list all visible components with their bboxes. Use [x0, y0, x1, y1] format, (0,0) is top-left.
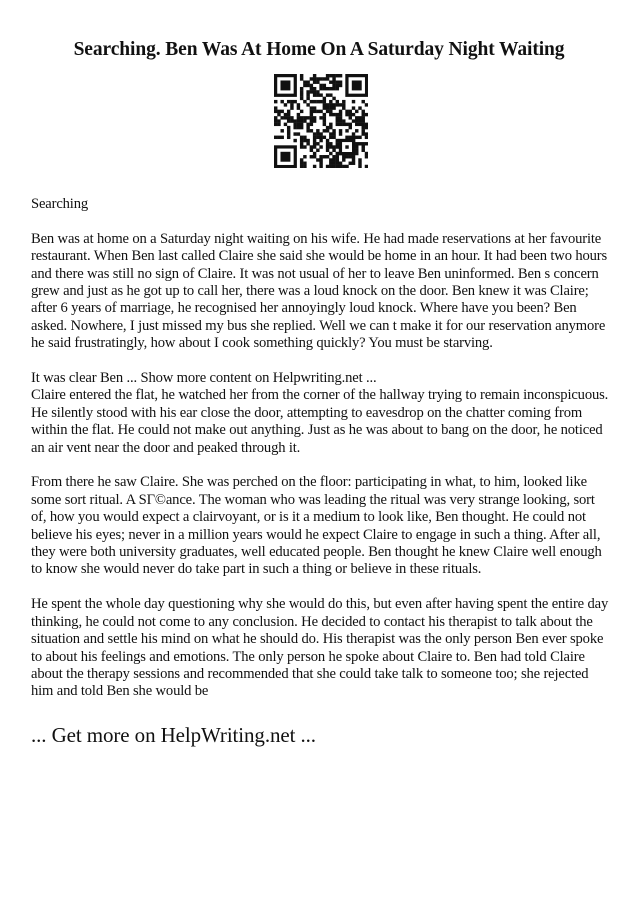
section-heading: Searching — [31, 196, 89, 212]
paragraph: He spent the whole day questioning why she would do this, but even after having spent the entire day thinking, he could not come to any conclusion. He decided to contact his therapist to talk about the situation and settle his mind on what he should do. His therapist was the only person Ben ever spoke to about his feelings and emotions. The only person he spoke about Claire to. Ben had told Claire about the therapy sessions and recommended that she could take talk to someone too; she rejected him and told Ben she would be — [31, 596, 609, 700]
show-more-line: It was clear Ben ... Show more content on Helpwriting.net ... — [31, 370, 377, 387]
paragraph: Claire entered the flat, he watched her from the corner of the hallway trying to remain inconspicuous. He silently stood with his ear close the door, attempting to eavesdrop on the chatter coming from within the flat. He could not make out anything. Just as he was about to bang on the door, he noticed an air vent near the door and peaked through it. — [31, 387, 609, 456]
qr-code-icon — [274, 74, 368, 168]
document-body — [31, 196, 613, 718]
paragraph: From there he saw Claire. She was perched on the floor: participating in what, to him, looked like some sort ritual. A SΓ©ance. The woman who was leading the ritual was very strange looking, sort of, how you would expect a clairvoyant, or is it a medium to look like, Ben thought. He could not believe his eyes; never in a million years would he expect Claire to engage in such a thing. After all, they were both university graduates, well educated people. Ben thought he knew Claire well enough to know she would never do take part in such a thing or believe in these rituals. — [31, 474, 602, 578]
document-title: Searching. Ben Was At Home On A Saturday Night Waiting — [73, 39, 565, 60]
get-more-link[interactable]: ... Get more on HelpWriting.net ... — [31, 723, 316, 747]
paragraph: Ben was at home on a Saturday night waiting on his wife. He had made reservations at her favourite restaurant. When Ben last called Claire she said she would be home in an hour. It had been two hours and there was still no sign of Claire. It was not usual of her to leave Ben uninformed. Ben s concern grew and just as he got up to call her, there was a loud knock on the door. Ben knew it was Claire; after 6 years of marriage, he recognised her annoyingly loud knock. Where have you been? Ben asked. Nowhere, I just missed my bus she replied. Well we can t make it for our reservation anymore he said frustratingly, how about I cook something quickly? You must be starving. — [31, 230, 608, 352]
